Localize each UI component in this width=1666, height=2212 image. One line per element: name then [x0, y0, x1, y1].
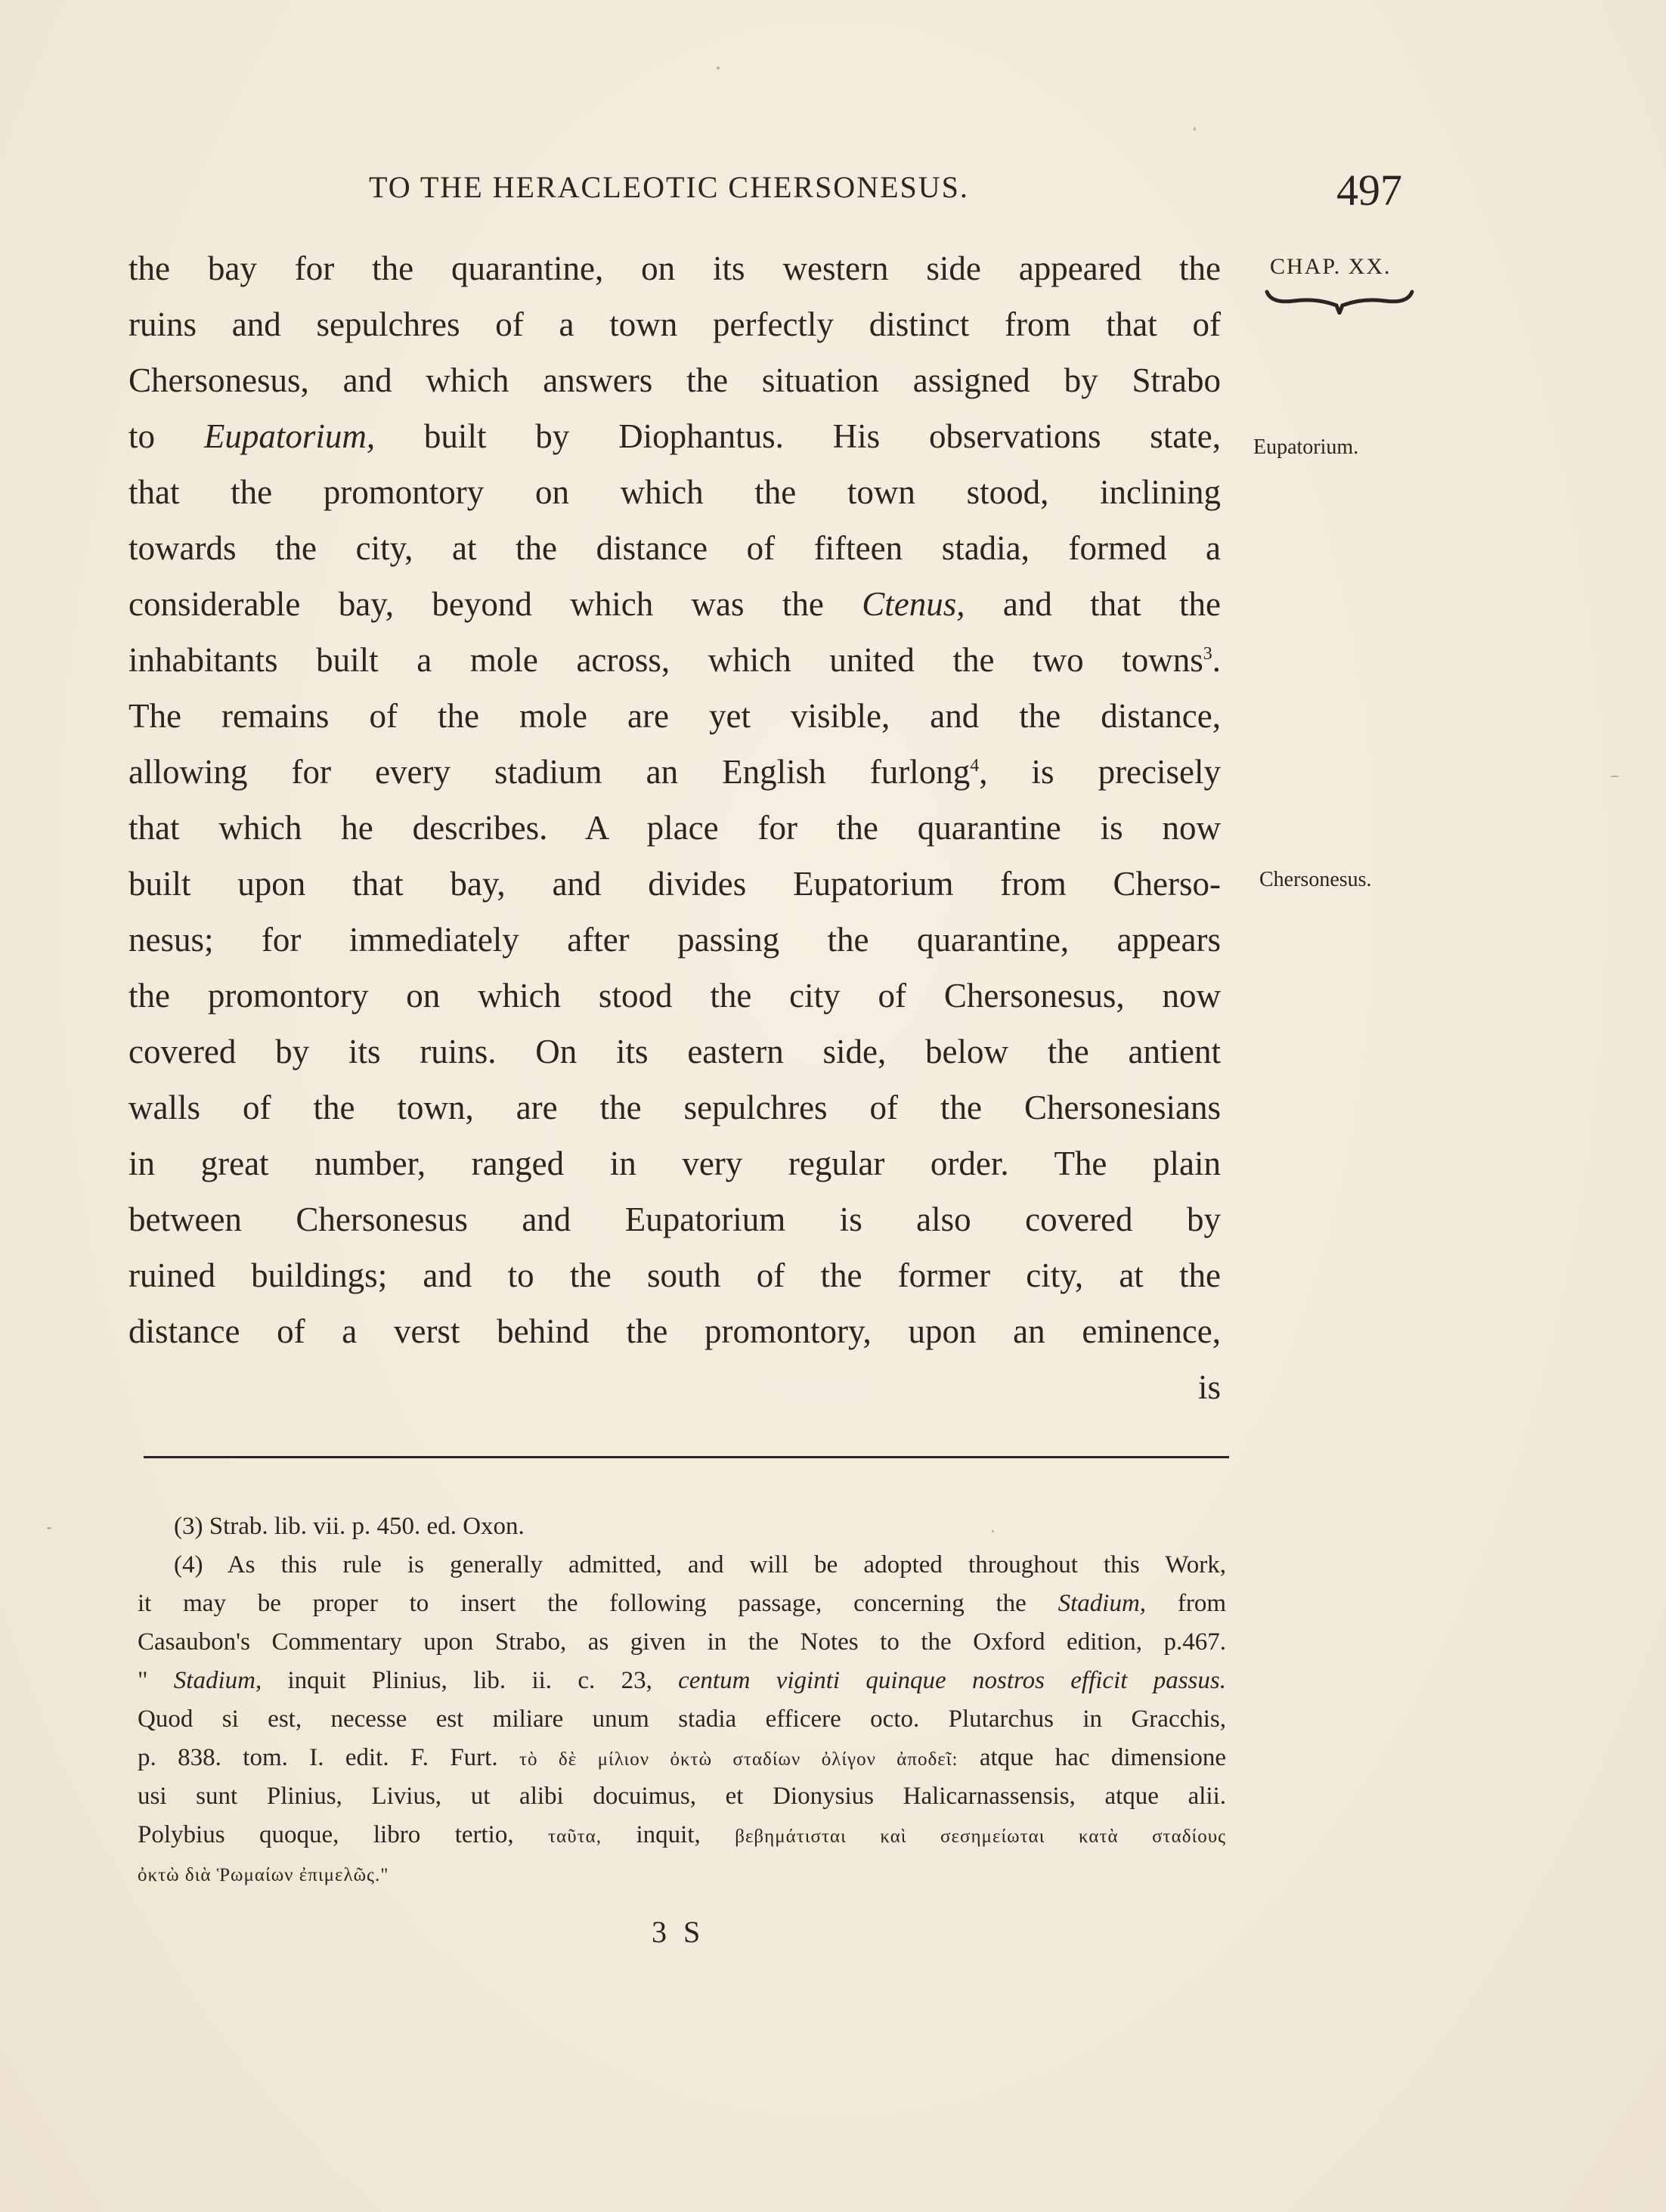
footnote-4-line: ὀκτὼ διὰ Ῥωμαίων ἐπιμελῶς.": [138, 1865, 389, 1885]
eupatorium-marginal-note: Eupatorium.: [1253, 435, 1359, 459]
page-number: 497: [1336, 166, 1402, 215]
footnote-ref: 4: [970, 756, 980, 776]
footnote-4-line: Polybius quoque, libro tertio, ταῦτα, inquit, βεβημάτισται καὶ σεσημείωται κατὰ σταδίους: [138, 1821, 1226, 1848]
footnotes: [138, 1507, 1226, 1893]
footnote-4-line: " Stadium, inquit Plinius, lib. ii. c. 23, centum viginti quinque nostros efficit passus.: [138, 1667, 1226, 1694]
text-line: ruined buildings; and to the south of the former city, at the: [129, 1256, 1221, 1294]
catchword: is: [1197, 1368, 1221, 1406]
footnote-4-line: Quod si est, necesse est miliare unum stadia efficere octo. Plutarchus in Gracchis,: [138, 1705, 1226, 1733]
text-line: The remains of the mole are yet visible, and the distance,: [129, 697, 1221, 735]
text-line: that which he describes. A place for the quarantine is now: [129, 809, 1221, 847]
text-line: nesus; for immediately after passing the quarantine, appears: [129, 921, 1221, 959]
paper-speck: [1610, 776, 1619, 777]
paper-speck: [717, 67, 720, 70]
footnote-4-line: p. 838. tom. I. edit. F. Furt. τὸ δὲ μίλιον ὀκτὼ σταδίων ὀλίγον ἀποδεῖ: atque hac dimensione: [138, 1744, 1227, 1771]
text-line: that the promontory on which the town stood, inclining: [129, 473, 1221, 511]
text-line: inhabitants built a mole across, which united the two towns$^3$.: [129, 641, 1221, 679]
footnote-ref: 3: [1203, 644, 1212, 664]
paper-speck: [1194, 127, 1196, 131]
footnote-3: (3) Strab. lib. vii. p. 450. ed. Oxon.: [174, 1513, 525, 1540]
footnote-rule: [144, 1456, 1229, 1458]
text-line: Chersonesus, and which answers the situation assigned by Strabo: [129, 361, 1221, 399]
signature-mark: 3 S: [652, 1915, 705, 1949]
footnote-4-line: Casaubon's Commentary upon Strabo, as given in the Notes to the Oxford edition, p.467.: [138, 1628, 1226, 1656]
text-line: towards the city, at the distance of fifteen stadia, formed a: [129, 529, 1221, 567]
text-line: distance of a verst behind the promontory, upon an eminence,: [129, 1312, 1221, 1350]
running-head: TO THE HERACLEOTIC CHERSONESUS.: [369, 170, 969, 204]
paper-speck: [47, 1527, 51, 1529]
text-line: allowing for every stadium an English furlong$^4$, is precisely: [129, 753, 1221, 791]
text-line: built upon that bay, and divides Eupatorium from Cherso-: [129, 865, 1221, 903]
text-line: ruins and sepulchres of a town perfectly distinct from that of: [129, 305, 1221, 343]
chersonesus-marginal-note: Chersonesus.: [1259, 868, 1372, 891]
text-line: between Chersonesus and Eupatorium is also covered by: [129, 1200, 1221, 1238]
text-line: in great number, ranged in very regular order. The plain: [129, 1145, 1221, 1182]
paper-speck: [992, 1530, 994, 1532]
chapter-marginal-note: CHAP. XX.: [1270, 254, 1392, 279]
footnote-4-line: usi sunt Plinius, Livius, ut alibi docuimus, et Dionysius Halicarnassensis, atque alii.: [138, 1783, 1226, 1810]
text-line: considerable bay, beyond which was the Ctenus, and that the: [129, 585, 1221, 623]
footnote-4-line: it may be proper to insert the following passage, concerning the Stadium, from: [138, 1590, 1226, 1617]
text-line: covered by its ruins. On its eastern side, below the antient: [129, 1033, 1221, 1070]
brace-ornament: [1264, 289, 1415, 314]
text-line: the bay for the quarantine, on its western side appeared the: [129, 249, 1221, 287]
text-line: walls of the town, are the sepulchres of the Chersonesians: [129, 1089, 1221, 1126]
main-text: [129, 240, 1221, 1415]
text-line: to Eupatorium, built by Diophantus. His observations state,: [129, 417, 1221, 455]
text-line: the promontory on which stood the city of Chersonesus, now: [129, 977, 1221, 1015]
footnote-4-line: (4) As this rule is generally admitted, and will be adopted throughout this Work,: [174, 1551, 1226, 1578]
